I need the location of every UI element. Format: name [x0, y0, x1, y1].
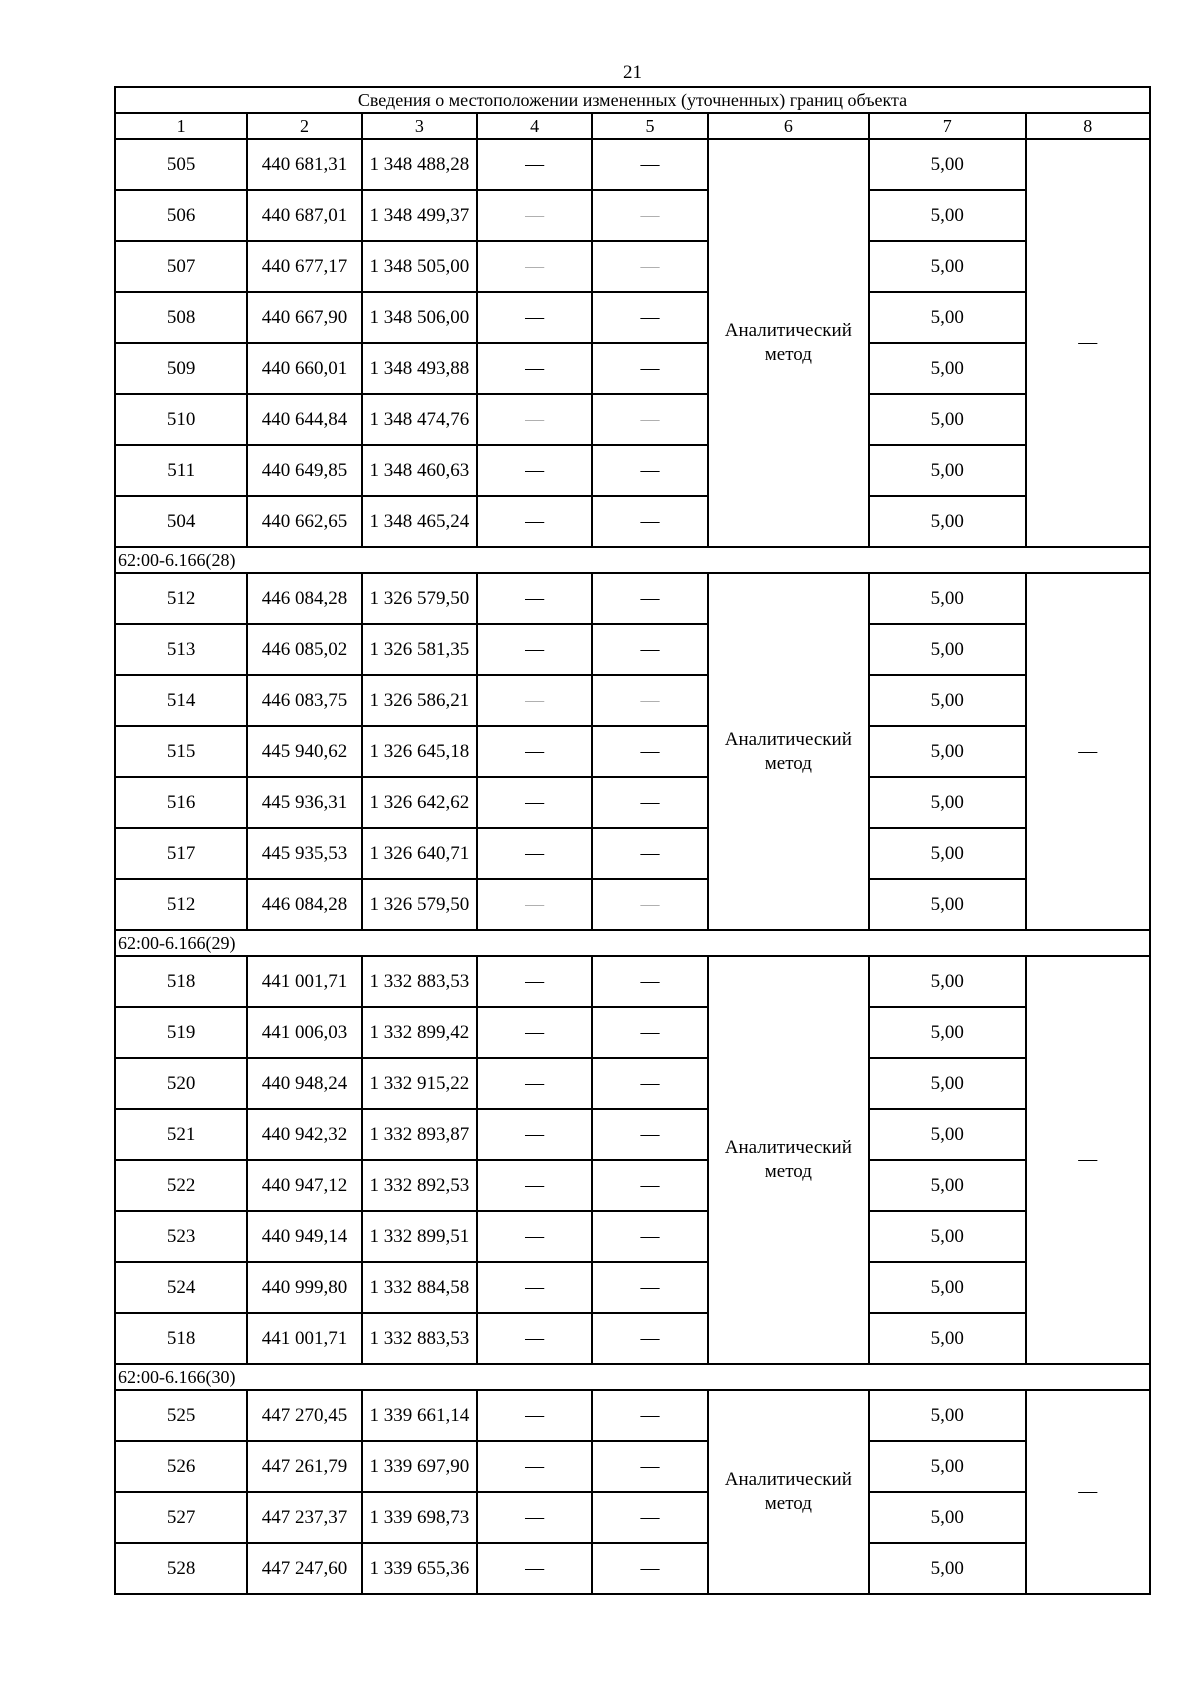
coordinate-x: 440 660,01 [247, 343, 361, 394]
column-4-value: — [477, 1109, 592, 1160]
table-row [115, 1492, 1150, 1543]
accuracy-value: 5,00 [869, 1313, 1025, 1364]
method-text-line2: метод [764, 1161, 812, 1182]
coordinate-x: 446 083,75 [247, 675, 361, 726]
column-header: 7 [869, 113, 1025, 139]
point-number: 522 [115, 1160, 247, 1211]
coordinate-x: 447 247,60 [247, 1543, 361, 1594]
column-5-value: — [592, 445, 707, 496]
point-number: 524 [115, 1262, 247, 1313]
point-number: 519 [115, 1007, 247, 1058]
page-number: 21 [623, 62, 642, 83]
coordinate-y: 1 332 892,53 [362, 1160, 477, 1211]
coordinate-y: 1 332 899,51 [362, 1211, 477, 1262]
column-5-value: — [592, 726, 707, 777]
table-row [115, 445, 1150, 496]
column-5-value: — [592, 241, 707, 292]
table-row [115, 879, 1150, 930]
accuracy-value: 5,00 [869, 139, 1025, 190]
accuracy-value: 5,00 [869, 343, 1025, 394]
column-5-value: — [592, 828, 707, 879]
point-number: 528 [115, 1543, 247, 1594]
column-8-value: — [1026, 573, 1151, 930]
coordinate-x: 446 085,02 [247, 624, 361, 675]
table-row [115, 139, 1150, 190]
coordinate-x: 440 681,31 [247, 139, 361, 190]
coordinate-y: 1 348 493,88 [362, 343, 477, 394]
coordinate-y: 1 339 661,14 [362, 1390, 477, 1441]
table-row [115, 1160, 1150, 1211]
table-row [115, 1441, 1150, 1492]
column-5-value: — [592, 624, 707, 675]
column-5-value: — [592, 675, 707, 726]
coordinate-y: 1 332 883,53 [362, 1313, 477, 1364]
section-label: 62:00-6.166(28) [115, 547, 1150, 573]
column-5-value: — [592, 1441, 707, 1492]
accuracy-value: 5,00 [869, 573, 1025, 624]
coordinate-x: 447 237,37 [247, 1492, 361, 1543]
column-4-value: — [477, 1492, 592, 1543]
column-5-value: — [592, 190, 707, 241]
column-4-value: — [477, 496, 592, 547]
method-text-line1: Аналитический [724, 320, 852, 341]
accuracy-value: 5,00 [869, 1543, 1025, 1594]
coordinate-x: 440 687,01 [247, 190, 361, 241]
column-4-value: — [477, 573, 592, 624]
coordinate-x: 440 949,14 [247, 1211, 361, 1262]
coordinate-x: 440 644,84 [247, 394, 361, 445]
column-5-value: — [592, 1058, 707, 1109]
coordinate-y: 1 326 579,50 [362, 573, 477, 624]
accuracy-value: 5,00 [869, 1262, 1025, 1313]
section-row [115, 1364, 1150, 1390]
table-row [115, 1543, 1150, 1594]
point-number: 505 [115, 139, 247, 190]
accuracy-value: 5,00 [869, 445, 1025, 496]
table-row [115, 292, 1150, 343]
column-5-value: — [592, 1211, 707, 1262]
coordinate-y: 1 326 581,35 [362, 624, 477, 675]
column-4-value: — [477, 879, 592, 930]
column-4-value: — [477, 1211, 592, 1262]
column-4-value: — [477, 445, 592, 496]
accuracy-value: 5,00 [869, 190, 1025, 241]
table-row [115, 1262, 1150, 1313]
point-number: 506 [115, 190, 247, 241]
coordinate-y: 1 339 697,90 [362, 1441, 477, 1492]
column-4-value: — [477, 1160, 592, 1211]
column-header: 8 [1026, 113, 1151, 139]
accuracy-value: 5,00 [869, 956, 1025, 1007]
column-5-value: — [592, 1262, 707, 1313]
column-4-value: — [477, 1058, 592, 1109]
column-header: 6 [708, 113, 869, 139]
table-row [115, 190, 1150, 241]
column-5-value: — [592, 1109, 707, 1160]
coordinate-y: 1 348 488,28 [362, 139, 477, 190]
column-header: 4 [477, 113, 592, 139]
column-header: 1 [115, 113, 247, 139]
accuracy-value: 5,00 [869, 1390, 1025, 1441]
column-4-value: — [477, 343, 592, 394]
table-row [115, 1313, 1150, 1364]
table-row [115, 496, 1150, 547]
coordinate-x: 446 084,28 [247, 879, 361, 930]
section-row [115, 930, 1150, 956]
point-number: 510 [115, 394, 247, 445]
method-text-line2: метод [764, 752, 812, 774]
column-5-value: — [592, 1313, 707, 1364]
coordinate-y: 1 326 586,21 [362, 675, 477, 726]
coordinate-x: 445 940,62 [247, 726, 361, 777]
column-header: 2 [247, 113, 361, 139]
coordinate-y: 1 339 698,73 [362, 1492, 477, 1543]
coordinate-y: 1 332 893,87 [362, 1109, 477, 1160]
point-number: 525 [115, 1390, 247, 1441]
accuracy-value: 5,00 [869, 1492, 1025, 1543]
coordinate-x: 447 261,79 [247, 1441, 361, 1492]
accuracy-value: 5,00 [869, 726, 1025, 777]
column-5-value: — [592, 292, 707, 343]
coordinate-y: 1 339 655,36 [362, 1543, 477, 1594]
point-number: 511 [115, 445, 247, 496]
point-number: 508 [115, 292, 247, 343]
column-5-value: — [592, 879, 707, 930]
method-cell [708, 573, 869, 930]
coordinate-y: 1 348 474,76 [362, 394, 477, 445]
coordinate-y: 1 326 642,62 [362, 777, 477, 828]
method-text-line1: Аналитический [724, 1469, 852, 1490]
column-5-value: — [592, 1390, 707, 1441]
column-4-value: — [477, 1543, 592, 1594]
section-label: 62:00-6.166(29) [115, 930, 1150, 956]
column-5-value: — [592, 777, 707, 828]
coordinate-x: 447 270,45 [247, 1390, 361, 1441]
column-5-value: — [592, 1492, 707, 1543]
method-text-line1: Аналитический [724, 728, 852, 750]
table-row [115, 1109, 1150, 1160]
table-row [115, 343, 1150, 394]
column-4-value: — [477, 394, 592, 445]
column-4-value: — [477, 1262, 592, 1313]
coordinate-x: 440 667,90 [247, 292, 361, 343]
point-number: 517 [115, 828, 247, 879]
point-number: 514 [115, 675, 247, 726]
point-number: 520 [115, 1058, 247, 1109]
coordinate-x: 440 942,32 [247, 1109, 361, 1160]
accuracy-value: 5,00 [869, 879, 1025, 930]
point-number: 513 [115, 624, 247, 675]
column-5-value: — [592, 1543, 707, 1594]
coordinate-y: 1 332 915,22 [362, 1058, 477, 1109]
coordinate-y: 1 332 884,58 [362, 1262, 477, 1313]
point-number: 518 [115, 956, 247, 1007]
point-number: 512 [115, 879, 247, 930]
column-4-value: — [477, 956, 592, 1007]
coordinate-y: 1 348 499,37 [362, 190, 477, 241]
accuracy-value: 5,00 [869, 828, 1025, 879]
method-cell [708, 139, 869, 547]
table-row [115, 1211, 1150, 1262]
column-4-value: — [477, 190, 592, 241]
table-row [115, 394, 1150, 445]
coordinate-x: 441 001,71 [247, 956, 361, 1007]
column-5-value: — [592, 1160, 707, 1211]
accuracy-value: 5,00 [869, 624, 1025, 675]
column-5-value: — [592, 496, 707, 547]
coordinate-x: 445 936,31 [247, 777, 361, 828]
point-number: 512 [115, 573, 247, 624]
coordinate-x: 441 006,03 [247, 1007, 361, 1058]
table-row [115, 828, 1150, 879]
table-row [115, 1007, 1150, 1058]
accuracy-value: 5,00 [869, 292, 1025, 343]
method-cell [708, 1390, 869, 1594]
column-4-value: — [477, 1313, 592, 1364]
accuracy-value: 5,00 [869, 1109, 1025, 1160]
accuracy-value: 5,00 [869, 1441, 1025, 1492]
point-number: 515 [115, 726, 247, 777]
point-number: 527 [115, 1492, 247, 1543]
column-5-value: — [592, 956, 707, 1007]
point-number: 521 [115, 1109, 247, 1160]
method-text-line2: метод [764, 344, 812, 365]
column-8-value: — [1026, 956, 1151, 1364]
column-4-value: — [477, 726, 592, 777]
column-header: 3 [362, 113, 477, 139]
column-8-value: — [1026, 139, 1151, 547]
coordinate-y: 1 348 505,00 [362, 241, 477, 292]
point-number: 516 [115, 777, 247, 828]
coordinate-y: 1 326 645,18 [362, 726, 477, 777]
coordinate-x: 440 649,85 [247, 445, 361, 496]
column-4-value: — [477, 675, 592, 726]
point-number: 509 [115, 343, 247, 394]
section-label: 62:00-6.166(30) [115, 1364, 1150, 1390]
coordinate-x: 440 677,17 [247, 241, 361, 292]
column-4-value: — [477, 1007, 592, 1058]
column-header: 5 [592, 113, 707, 139]
coordinate-x: 440 947,12 [247, 1160, 361, 1211]
coordinate-x: 440 948,24 [247, 1058, 361, 1109]
column-4-value: — [477, 624, 592, 675]
coordinate-x: 441 001,71 [247, 1313, 361, 1364]
column-4-value: — [477, 139, 592, 190]
table-row [115, 241, 1150, 292]
coordinate-y: 1 348 465,24 [362, 496, 477, 547]
point-number: 523 [115, 1211, 247, 1262]
column-5-value: — [592, 1007, 707, 1058]
column-5-value: — [592, 139, 707, 190]
coordinate-x: 446 084,28 [247, 573, 361, 624]
accuracy-value: 5,00 [869, 675, 1025, 726]
column-4-value: — [477, 1441, 592, 1492]
accuracy-value: 5,00 [869, 496, 1025, 547]
accuracy-value: 5,00 [869, 1007, 1025, 1058]
table-row [115, 624, 1150, 675]
point-number: 518 [115, 1313, 247, 1364]
column-4-value: — [477, 828, 592, 879]
accuracy-value: 5,00 [869, 394, 1025, 445]
accuracy-value: 5,00 [869, 777, 1025, 828]
coordinate-y: 1 348 460,63 [362, 445, 477, 496]
table-row [115, 1058, 1150, 1109]
accuracy-value: 5,00 [869, 1160, 1025, 1211]
column-5-value: — [592, 394, 707, 445]
table-row [115, 956, 1150, 1007]
column-4-value: — [477, 292, 592, 343]
column-header-row [115, 113, 1150, 139]
coordinate-x: 440 662,65 [247, 496, 361, 547]
boundary-coordinates-table [114, 86, 1151, 1595]
coordinate-y: 1 332 883,53 [362, 956, 477, 1007]
table-row [115, 675, 1150, 726]
point-number: 526 [115, 1441, 247, 1492]
point-number: 507 [115, 241, 247, 292]
column-4-value: — [477, 1390, 592, 1441]
column-5-value: — [592, 343, 707, 394]
coordinate-x: 445 935,53 [247, 828, 361, 879]
coordinate-y: 1 326 640,71 [362, 828, 477, 879]
table-row [115, 573, 1150, 624]
coordinate-y: 1 348 506,00 [362, 292, 477, 343]
method-cell [708, 956, 869, 1364]
column-5-value: — [592, 573, 707, 624]
column-4-value: — [477, 241, 592, 292]
accuracy-value: 5,00 [869, 241, 1025, 292]
coordinate-x: 440 999,80 [247, 1262, 361, 1313]
coordinate-y: 1 332 899,42 [362, 1007, 477, 1058]
method-text-line2: метод [764, 1493, 812, 1514]
table-title: Сведения о местоположении измененных (уточненных) границ объекта [115, 87, 1150, 113]
table-row [115, 777, 1150, 828]
table-row [115, 726, 1150, 777]
accuracy-value: 5,00 [869, 1211, 1025, 1262]
column-4-value: — [477, 777, 592, 828]
table-row [115, 1390, 1150, 1441]
point-number: 504 [115, 496, 247, 547]
coordinate-y: 1 326 579,50 [362, 879, 477, 930]
method-text-line1: Аналитический [724, 1137, 852, 1158]
accuracy-value: 5,00 [869, 1058, 1025, 1109]
section-row [115, 547, 1150, 573]
column-8-value: — [1026, 1390, 1151, 1594]
